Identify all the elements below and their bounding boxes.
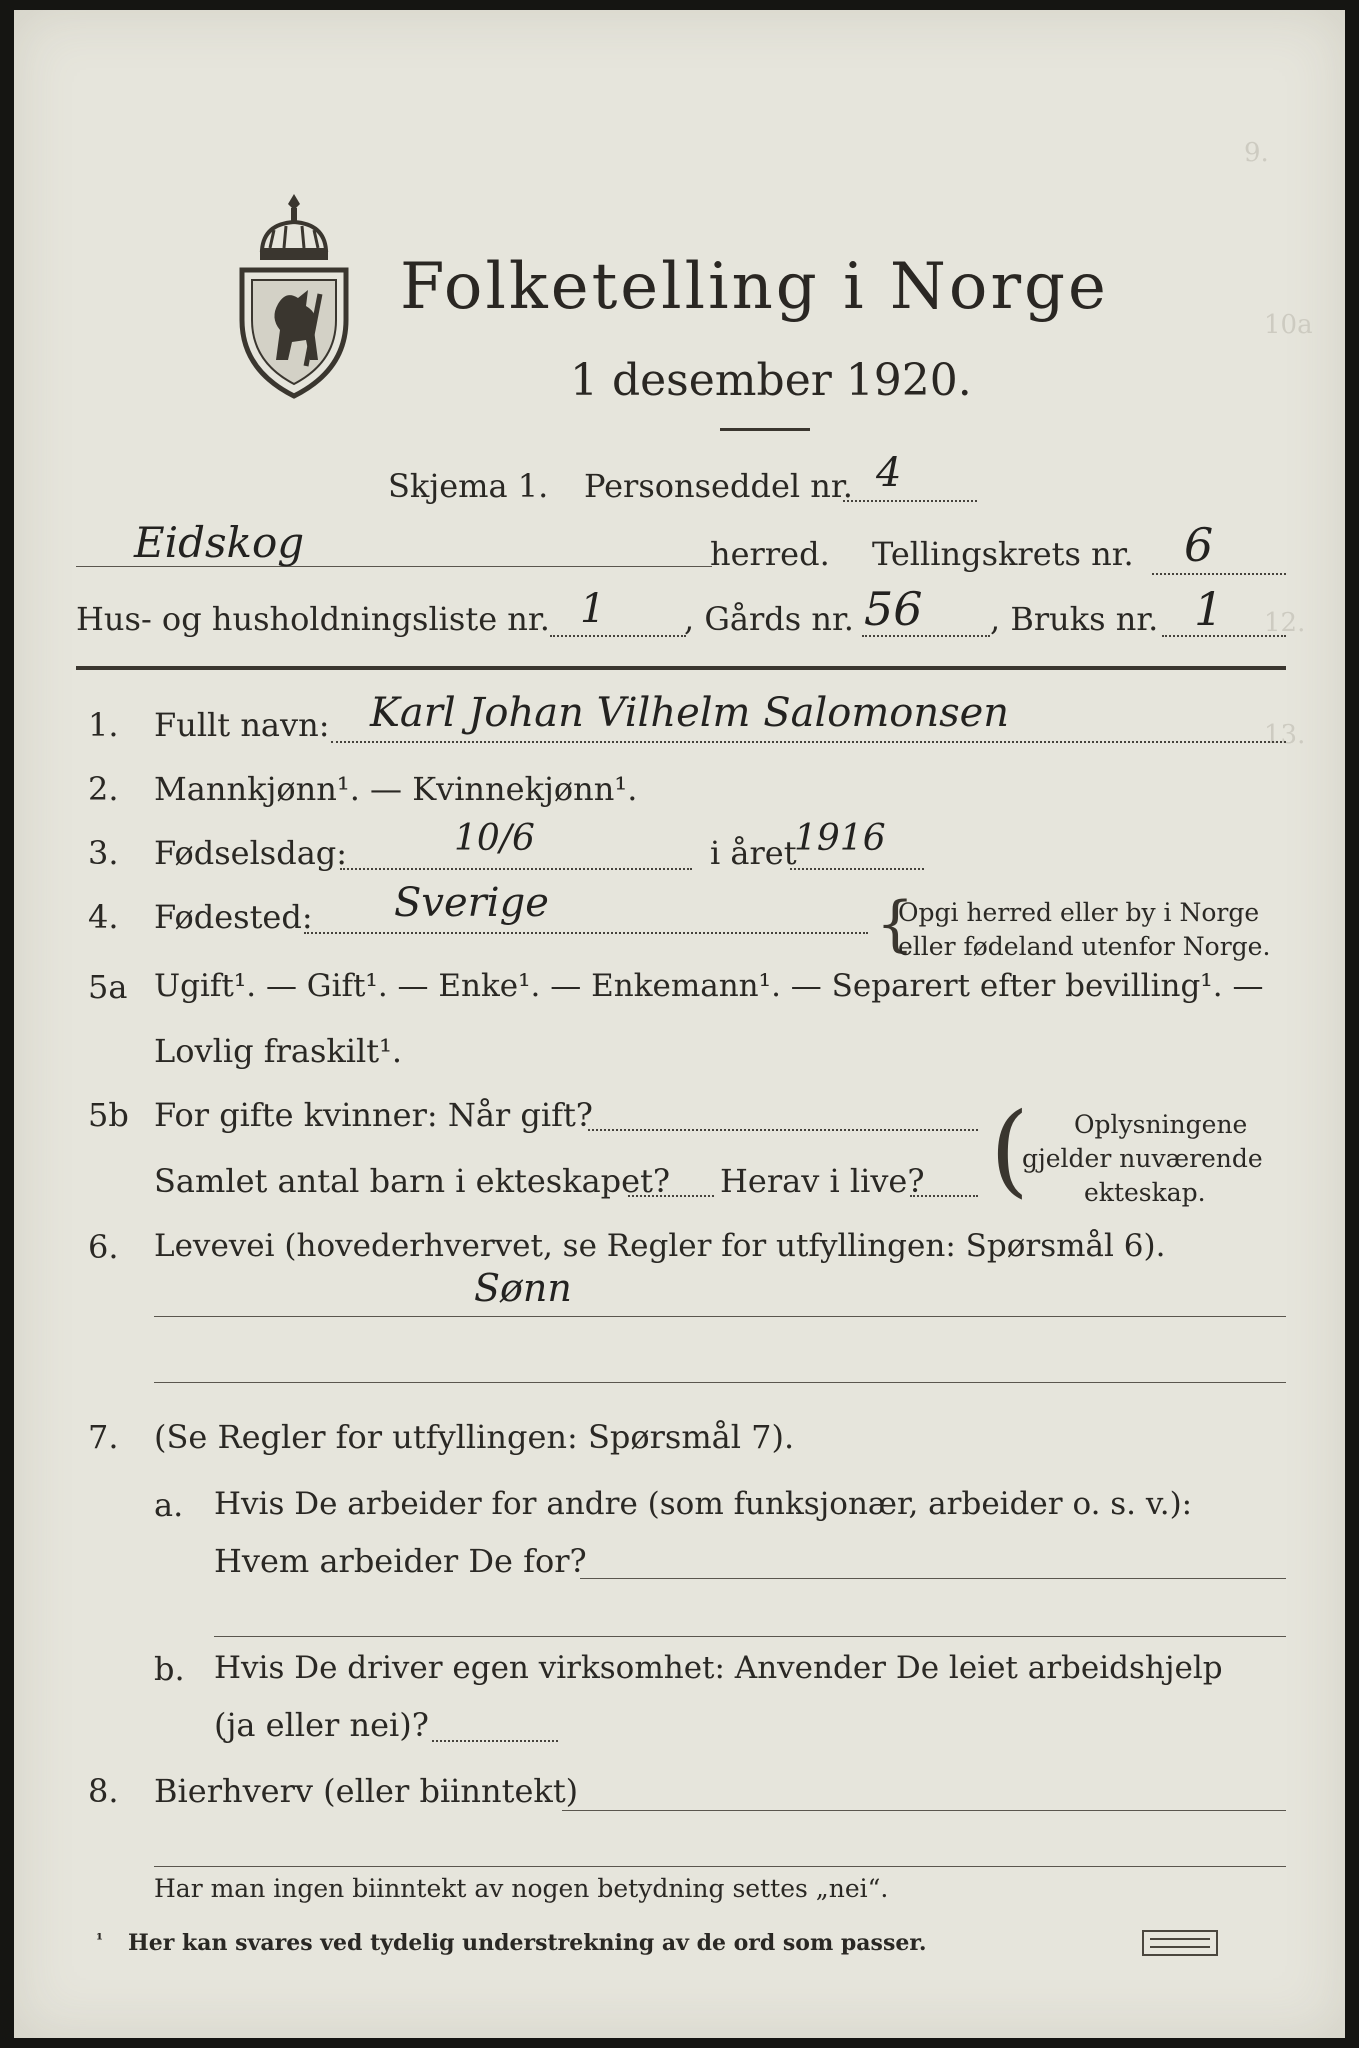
gards-value: 56 <box>864 582 923 636</box>
q7b-line1: Hvis De driver egen virksomhet: Anvender De leiet arbeidshjelp <box>214 1650 1223 1686</box>
q4-note-brace: { <box>876 889 915 959</box>
q4-number: 4. <box>88 898 119 936</box>
q3-label: Fødselsdag: <box>154 834 348 872</box>
q6-number: 6. <box>88 1228 119 1266</box>
gards-label: , Gårds nr. <box>684 600 854 638</box>
herred-value: Eidskog <box>134 518 305 567</box>
q4-label: Fødested: <box>154 898 313 936</box>
norwegian-coat-of-arms-icon <box>234 190 354 400</box>
hus-line <box>550 635 686 637</box>
q5b-note-line3: ekteskap. <box>1084 1178 1206 1207</box>
q5a-number: 5a <box>88 968 128 1006</box>
q2-label: Mannkjønn¹. — Kvinnekjønn¹. <box>154 770 638 808</box>
q5b-children-line <box>628 1195 714 1197</box>
q7-label: (Se Regler for utfyllingen: Spørsmål 7). <box>154 1418 795 1456</box>
q8-line <box>562 1810 1286 1811</box>
q6-value: Sønn <box>474 1266 572 1310</box>
printer-stamp-icon <box>1142 1930 1218 1956</box>
bleed-through-mark: 12. <box>1264 608 1306 638</box>
bleed-through-mark: 9. <box>1244 138 1269 168</box>
q4-note-line1: Opgi herred eller by i Norge <box>898 898 1260 927</box>
q8-number: 8. <box>88 1772 119 1810</box>
q3-day-line <box>340 868 692 870</box>
q5a-line2: Lovlig fraskilt¹. <box>154 1032 403 1070</box>
census-form-page <box>14 10 1345 2038</box>
q8-label: Bierhverv (eller biinntekt) <box>154 1772 579 1810</box>
q5b-line2b: Herav i live? <box>720 1162 925 1200</box>
q7a-letter: a. <box>154 1486 184 1524</box>
q2-number: 2. <box>88 770 119 808</box>
bleed-through-mark: 13. <box>1264 720 1306 750</box>
herred-label: herred. <box>710 535 830 573</box>
q6-line2 <box>154 1382 1286 1383</box>
q5b-married-line <box>588 1129 978 1131</box>
q5b-note-line1: Oplysningene <box>1074 1110 1248 1139</box>
personseddel-line <box>843 500 977 502</box>
q7-number: 7. <box>88 1418 119 1456</box>
nei-note: Har man ingen biinntekt av nogen betydning settes „nei“. <box>154 1874 889 1903</box>
q5b-line1: For gifte kvinner: Når gift? <box>154 1096 593 1134</box>
q3-number: 3. <box>88 834 119 872</box>
q1-value: Karl Johan Vilhelm Salomonsen <box>370 690 1010 736</box>
q7b-line <box>432 1740 558 1742</box>
hus-label: Hus- og husholdningsliste nr. <box>76 600 550 638</box>
q7a-line <box>580 1578 1286 1579</box>
q7a-line2: Hvem arbeider De for? <box>214 1542 587 1580</box>
bruks-value: 1 <box>1194 582 1224 636</box>
hus-value: 1 <box>580 586 606 632</box>
q6-line1 <box>154 1316 1286 1317</box>
q7a-line1: Hvis De arbeider for andre (som funksjonær, arbeider o. s. v.): <box>214 1486 1193 1522</box>
q6-label: Levevei (hovederhvervet, se Regler for utfyllingen: Spørsmål 6). <box>154 1228 1166 1264</box>
q5a-line1: Ugift¹. — Gift¹. — Enke¹. — Enkemann¹. — Separert efter bevilling¹. — <box>154 968 1264 1004</box>
form-title: Folketelling i Norge <box>400 250 1109 324</box>
q1-label: Fullt navn: <box>154 706 330 744</box>
title-divider <box>720 428 810 431</box>
q4-note-line2: eller fødeland utenfor Norge. <box>898 932 1271 961</box>
q1-number: 1. <box>88 706 119 744</box>
footnote: Her kan svares ved tydelig understrekning av de ord som passer. <box>128 1930 927 1956</box>
form-date: 1 desember 1920. <box>570 355 972 406</box>
q3-value: 10/6 <box>454 818 535 859</box>
q1-line <box>331 741 1286 743</box>
personseddel-label: Personseddel nr. <box>584 467 853 505</box>
q7a-line-extra <box>214 1636 1286 1637</box>
q4-value: Sverige <box>394 880 549 926</box>
skjema-label: Skjema 1. <box>388 467 549 505</box>
tellingskrets-value: 6 <box>1184 518 1214 572</box>
header-separator <box>76 666 1286 670</box>
footnote-mark: ¹ <box>96 1930 104 1949</box>
q4-line <box>304 932 868 934</box>
tellingskrets-line <box>1152 573 1286 575</box>
personseddel-value: 4 <box>876 450 902 496</box>
q5b-note-line2: gjelder nuværende <box>1022 1144 1263 1173</box>
bruks-line <box>1162 635 1286 637</box>
bruks-label: , Bruks nr. <box>990 600 1159 638</box>
q5b-note-brace: ( <box>990 1091 1030 1208</box>
q5b-alive-line <box>910 1195 978 1197</box>
bleed-through-mark: 10a <box>1264 310 1313 340</box>
q5b-number: 5b <box>88 1096 129 1134</box>
q7b-line2: (ja eller nei)? <box>214 1706 429 1744</box>
q3-year-label: i året <box>710 834 797 872</box>
q5b-line2a: Samlet antal barn i ekteskapet? <box>154 1162 671 1200</box>
q7b-letter: b. <box>154 1650 185 1688</box>
q8-line-extra <box>154 1866 1286 1867</box>
q3-year-line <box>790 868 924 870</box>
q3-year-value: 1916 <box>794 818 886 859</box>
tellingskrets-label: Tellingskrets nr. <box>872 535 1134 573</box>
